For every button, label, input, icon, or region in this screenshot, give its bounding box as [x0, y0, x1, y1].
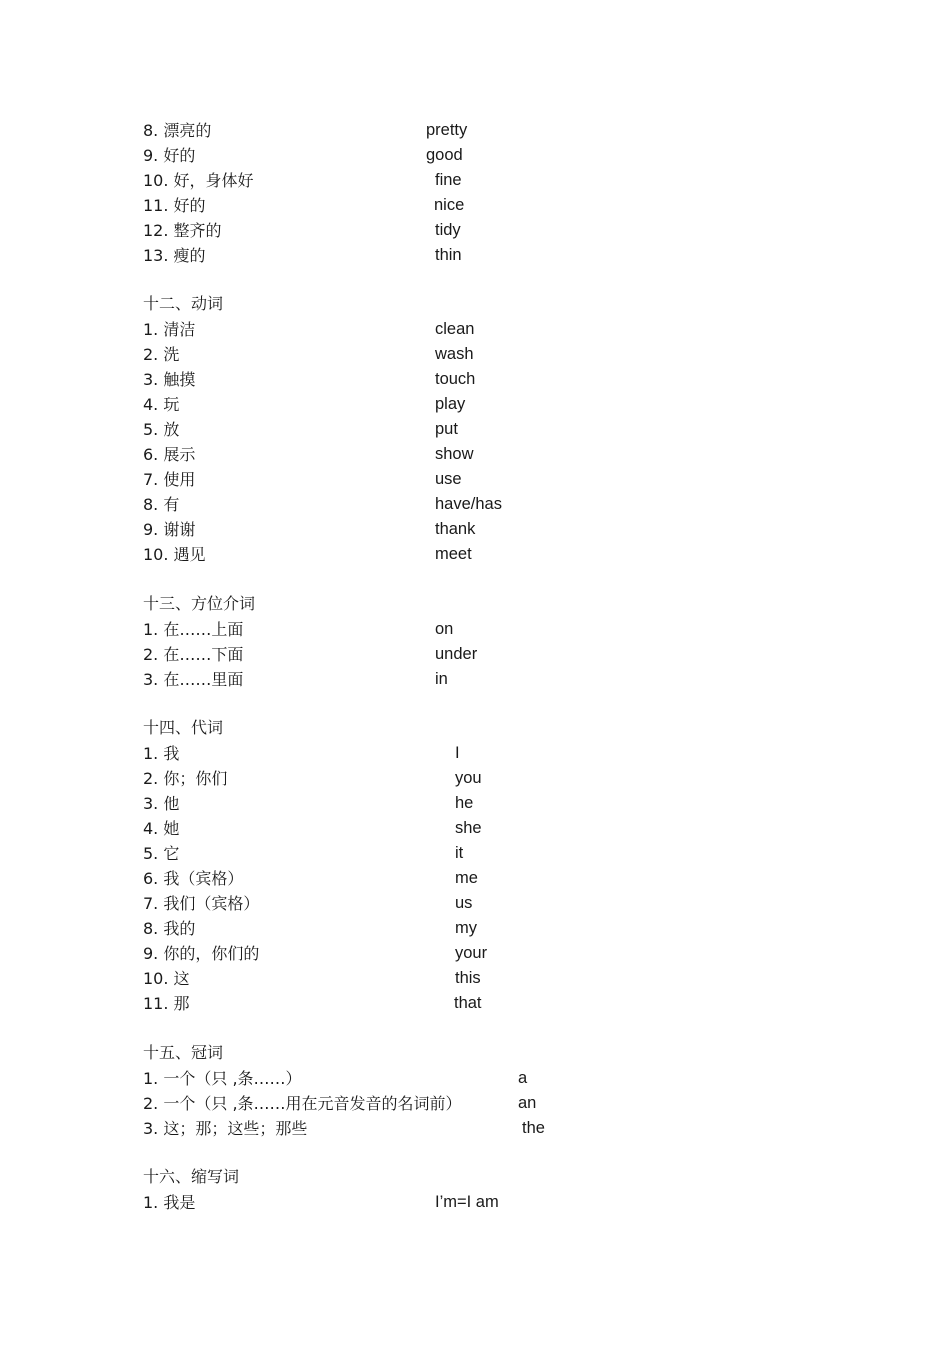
english-term: play — [435, 395, 466, 413]
vocab-list — [143, 1190, 843, 1215]
chinese-term: 1. 我是 — [143, 1193, 196, 1212]
english-term: clean — [435, 320, 475, 338]
english-term: your — [455, 944, 488, 962]
chinese-term: 3. 触摸 — [143, 370, 196, 389]
chinese-term: 8. 有 — [143, 495, 180, 514]
section-adjectives-continued — [143, 118, 843, 268]
chinese-term: 1. 我 — [143, 744, 180, 763]
vocab-row — [143, 168, 843, 193]
vocab-row — [143, 367, 843, 392]
chinese-term: 10. 遇见 — [143, 545, 206, 564]
english-term: pretty — [426, 121, 468, 139]
vocab-row — [143, 667, 843, 692]
vocab-row — [143, 841, 843, 866]
vocab-row — [143, 317, 843, 342]
vocab-row — [143, 1116, 843, 1141]
vocab-row — [143, 991, 843, 1016]
vocab-row — [143, 941, 843, 966]
vocab-row — [143, 542, 843, 567]
english-term: have/has — [435, 495, 502, 513]
vocab-row — [143, 143, 843, 168]
vocab-row — [143, 642, 843, 667]
english-term: my — [455, 919, 477, 937]
english-term: show — [435, 445, 474, 463]
english-term: this — [455, 969, 481, 987]
vocab-row — [143, 866, 843, 891]
vocab-row — [143, 816, 843, 841]
chinese-term: 10. 好，身体好 — [143, 171, 254, 190]
chinese-term: 9. 你的，你们的 — [143, 944, 260, 963]
vocab-row — [143, 243, 843, 268]
vocab-row — [143, 1091, 843, 1116]
english-term: thin — [435, 246, 462, 264]
english-term: the — [522, 1119, 545, 1137]
vocab-row — [143, 517, 843, 542]
english-term: I’m=I am — [435, 1193, 499, 1211]
chinese-term: 1. 清洁 — [143, 320, 196, 339]
english-term: she — [455, 819, 482, 837]
section-pronouns — [143, 715, 843, 1016]
section-heading: 十二、动词 — [143, 294, 224, 313]
section-verbs — [143, 291, 843, 567]
english-term: thank — [435, 520, 476, 538]
chinese-term: 10. 这 — [143, 969, 190, 988]
english-term: put — [435, 420, 458, 438]
vocab-row — [143, 118, 843, 143]
english-term: us — [455, 894, 473, 912]
vocab-row — [143, 741, 843, 766]
chinese-term: 3. 在……里面 — [143, 670, 244, 689]
english-term: use — [435, 470, 462, 488]
english-term: an — [518, 1094, 537, 1112]
chinese-term: 1. 一个（只 ,条……） — [143, 1069, 302, 1088]
chinese-term: 2. 洗 — [143, 345, 180, 364]
chinese-term: 3. 他 — [143, 794, 180, 813]
vocab-list — [143, 741, 843, 1016]
section-heading: 十四、代词 — [143, 718, 224, 737]
chinese-term: 6. 展示 — [143, 445, 196, 464]
chinese-term: 4. 她 — [143, 819, 180, 838]
chinese-term: 7. 我们（宾格） — [143, 894, 260, 913]
chinese-term: 2. 你；你们 — [143, 769, 228, 788]
english-term: nice — [434, 196, 465, 214]
section-heading: 十五、冠词 — [143, 1043, 224, 1062]
section-prepositions — [143, 591, 843, 692]
vocab-row — [143, 392, 843, 417]
section-heading: 十六、缩写词 — [143, 1167, 240, 1186]
english-term: fine — [435, 171, 462, 189]
chinese-term: 2. 在……下面 — [143, 645, 244, 664]
vocab-row — [143, 467, 843, 492]
chinese-term: 8. 漂亮的 — [143, 121, 212, 140]
english-term: tidy — [435, 221, 461, 239]
english-term: I — [455, 744, 460, 762]
english-term: meet — [435, 545, 472, 563]
english-term: good — [426, 146, 463, 164]
vocab-list — [143, 317, 843, 567]
chinese-term: 7. 使用 — [143, 470, 196, 489]
vocab-row — [143, 1190, 843, 1215]
english-term: you — [455, 769, 482, 787]
vocab-row — [143, 442, 843, 467]
vocab-row — [143, 766, 843, 791]
vocab-row — [143, 891, 843, 916]
vocab-list — [143, 118, 843, 268]
chinese-term: 11. 那 — [143, 994, 190, 1013]
vocab-row — [143, 417, 843, 442]
vocab-row — [143, 492, 843, 517]
chinese-term: 4. 玩 — [143, 395, 180, 414]
chinese-term: 9. 好的 — [143, 146, 196, 165]
vocab-row — [143, 617, 843, 642]
vocab-row — [143, 1066, 843, 1091]
chinese-term: 9. 谢谢 — [143, 520, 196, 539]
vocab-row — [143, 966, 843, 991]
section-contractions — [143, 1164, 843, 1215]
vocab-row — [143, 791, 843, 816]
chinese-term: 12. 整齐的 — [143, 221, 222, 240]
vocab-row — [143, 193, 843, 218]
english-term: in — [435, 670, 448, 688]
chinese-term: 13. 瘦的 — [143, 246, 206, 265]
chinese-term: 11. 好的 — [143, 196, 206, 215]
chinese-term: 5. 它 — [143, 844, 180, 863]
chinese-term: 3. 这；那；这些；那些 — [143, 1119, 308, 1138]
chinese-term: 8. 我的 — [143, 919, 196, 938]
english-term: me — [455, 869, 478, 887]
vocab-list — [143, 1066, 843, 1141]
vocab-row — [143, 342, 843, 367]
english-term: on — [435, 620, 454, 638]
english-term: touch — [435, 370, 476, 388]
english-term: it — [455, 844, 464, 862]
chinese-term: 1. 在……上面 — [143, 620, 244, 639]
english-term: under — [435, 645, 478, 663]
english-term: he — [455, 794, 474, 812]
chinese-term: 2. 一个（只 ,条……用在元音发音的名词前） — [143, 1094, 462, 1113]
section-articles — [143, 1040, 843, 1141]
chinese-term: 6. 我（宾格） — [143, 869, 244, 888]
english-term: a — [518, 1069, 528, 1087]
chinese-term: 5. 放 — [143, 420, 180, 439]
section-heading: 十三、方位介词 — [143, 594, 256, 613]
vocab-row — [143, 916, 843, 941]
vocab-list — [143, 617, 843, 692]
english-term: wash — [435, 345, 474, 363]
vocab-row — [143, 218, 843, 243]
english-term: that — [454, 994, 482, 1012]
